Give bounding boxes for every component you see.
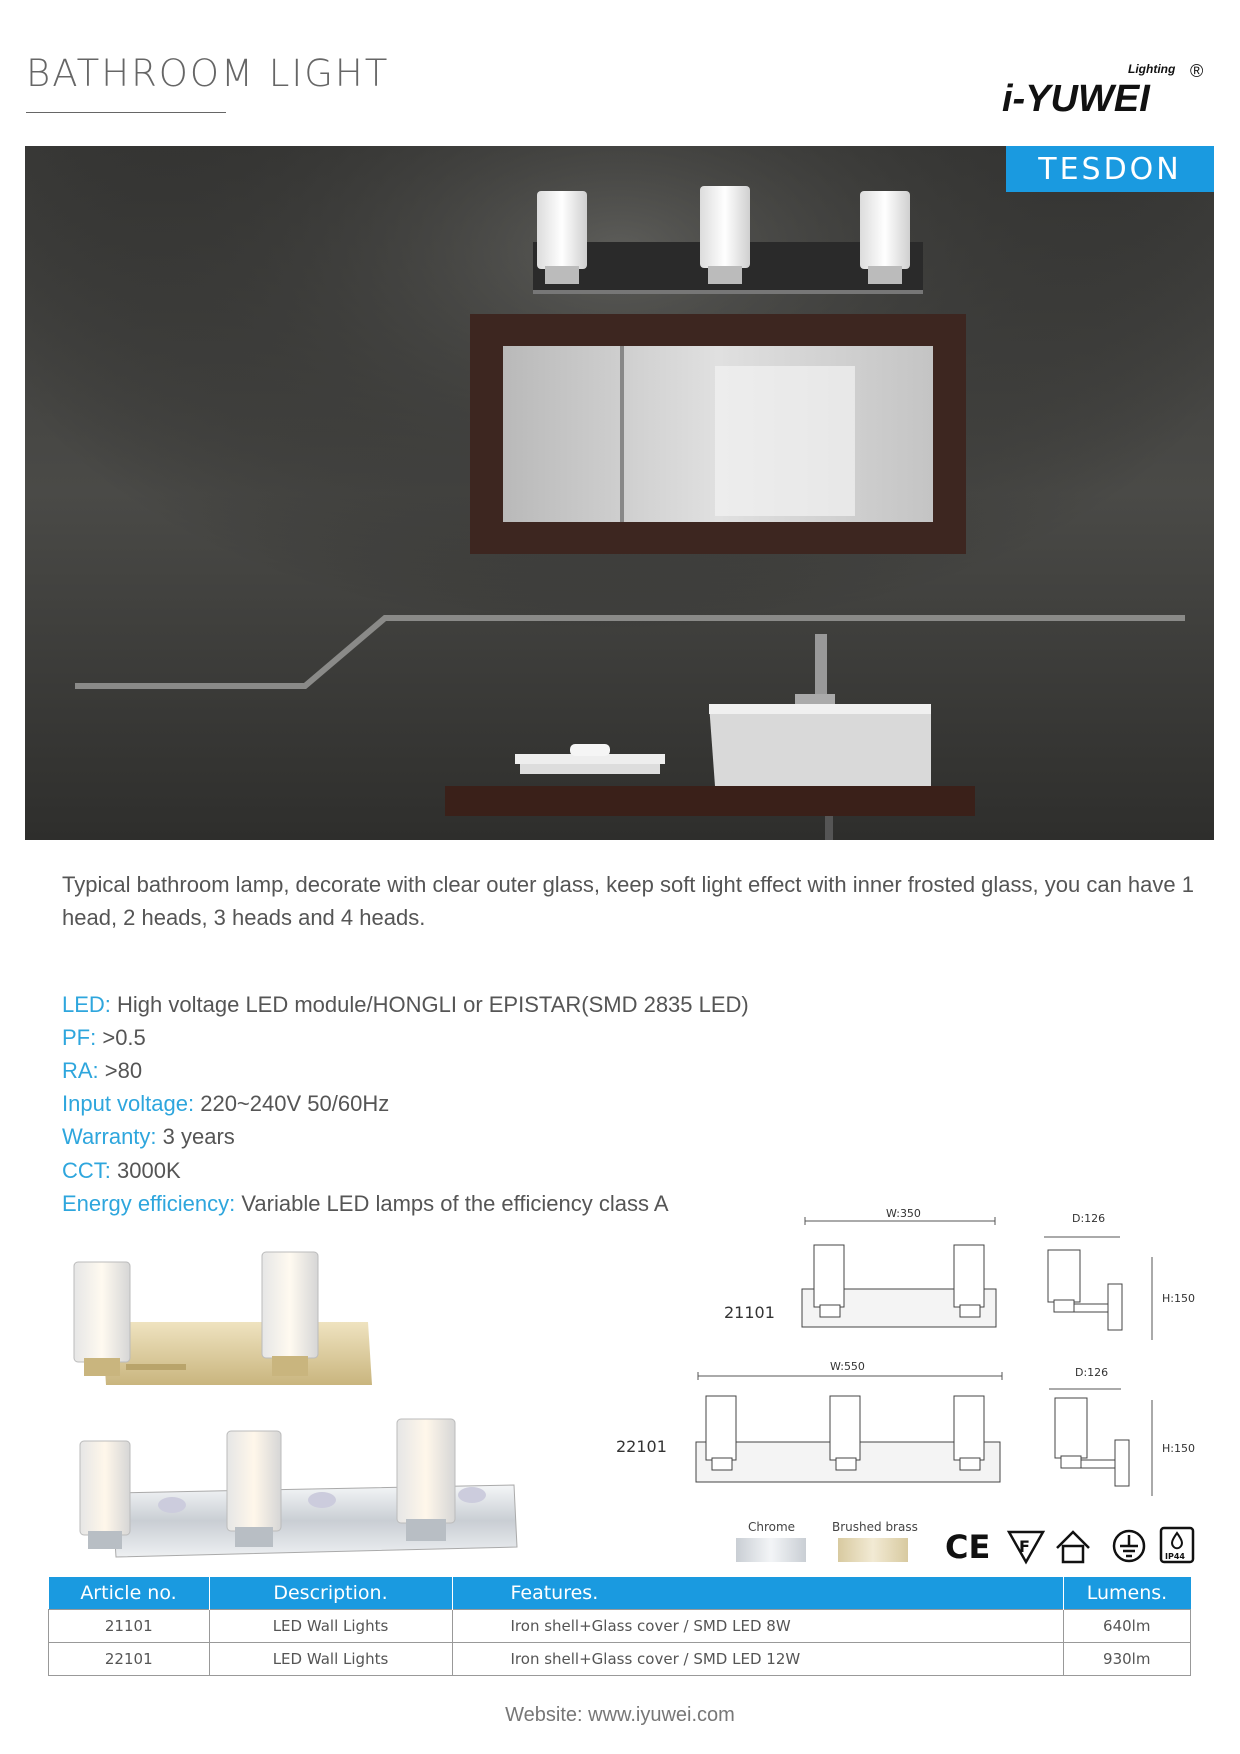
earth-ground-icon	[1114, 1531, 1144, 1561]
spec-ra	[62, 1058, 142, 1084]
spec-input-voltage	[62, 1091, 389, 1117]
brass-2-head-product-image	[60, 1240, 380, 1390]
table-header-lumens: Lumens.	[1063, 1577, 1191, 1610]
drawing-22101-front	[692, 1360, 1012, 1490]
chrome-3-head-product-image	[72, 1415, 522, 1565]
spec-value: 220~240V 50/60Hz	[194, 1091, 390, 1116]
svg-text:IP44: IP44	[1165, 1552, 1185, 1561]
table-row	[49, 1610, 1191, 1643]
svg-text:F: F	[1019, 1537, 1030, 1556]
spec-key: Input voltage:	[62, 1091, 195, 1116]
spec-value: >80	[98, 1058, 143, 1083]
spec-energy-efficiency	[62, 1191, 669, 1217]
spec-cct	[62, 1158, 181, 1184]
website-link[interactable]: Website: www.iyuwei.com	[505, 1704, 735, 1726]
hero-photo	[25, 146, 1214, 840]
cell-description: LED Wall Lights	[209, 1610, 452, 1643]
table-row	[49, 1643, 1191, 1676]
drawing-21101-width: W:350	[886, 1207, 921, 1220]
table-header-description: Description.	[209, 1577, 452, 1610]
series-badge: TESDON	[1006, 146, 1214, 192]
drawing-21101-side	[1040, 1232, 1160, 1342]
brand-logo	[1000, 55, 1210, 125]
ce-mark-icon	[945, 1528, 990, 1566]
drawing-22101-depth: D:126	[1075, 1366, 1109, 1379]
spec-key: PF:	[62, 1025, 97, 1050]
cell-lumens: 640lm	[1063, 1610, 1191, 1643]
brand-name: i-YUWEI	[1002, 78, 1150, 120]
finish-brass-label: Brushed brass	[832, 1520, 918, 1534]
cell-features: Iron shell+Glass cover / SMD LED 8W	[452, 1610, 1063, 1643]
spec-value: >0.5	[96, 1025, 146, 1050]
spec-led	[62, 992, 749, 1018]
certification-icons	[945, 1526, 1195, 1566]
finish-chrome-label: Chrome	[748, 1520, 796, 1534]
drawing-21101-code: 21101	[724, 1303, 775, 1322]
spec-value: 3000K	[110, 1158, 181, 1183]
spec-key: LED:	[62, 992, 111, 1017]
finish-chrome-swatch	[736, 1538, 806, 1562]
title-underline	[26, 112, 226, 113]
drawing-21101-front	[790, 1205, 1010, 1330]
cell-article: 22101	[49, 1643, 210, 1676]
spec-key: RA:	[62, 1058, 99, 1083]
svg-text:CE: CE	[945, 1528, 991, 1566]
f-mark-icon	[1009, 1532, 1043, 1562]
spec-value: Variable LED lamps of the efficiency class A	[235, 1191, 669, 1216]
spec-pf	[62, 1025, 146, 1051]
bathroom-scene-image	[25, 146, 1214, 840]
spec-warranty	[62, 1124, 235, 1150]
indoor-use-icon	[1057, 1532, 1089, 1562]
table-header-row	[49, 1577, 1191, 1610]
spec-key: Warranty:	[62, 1124, 157, 1149]
drawing-22101-width: W:550	[830, 1360, 865, 1373]
article-table	[48, 1577, 1191, 1676]
cell-features: Iron shell+Glass cover / SMD LED 12W	[452, 1643, 1063, 1676]
drawing-22101-code: 22101	[616, 1437, 667, 1456]
brand-registered: ®	[1190, 61, 1204, 81]
cell-lumens: 930lm	[1063, 1643, 1191, 1676]
drawing-21101-height: H:150	[1162, 1292, 1195, 1305]
spec-key: CCT:	[62, 1158, 111, 1183]
finish-brass-swatch	[838, 1538, 908, 1562]
table-header-features: Features.	[452, 1577, 1063, 1610]
spec-key: Energy efficiency:	[62, 1191, 236, 1216]
table-header-article: Article no.	[49, 1577, 210, 1610]
product-description: Typical bathroom lamp, decorate with clear outer glass, keep soft light effect with inner frosted glass, you can have 1 head, 2 heads, 3 heads and 4 heads.	[62, 872, 1194, 930]
spec-value: High voltage LED module/HONGLI or EPISTAR(SMD 2835 LED)	[110, 992, 749, 1017]
spec-value: 3 years	[156, 1124, 235, 1149]
drawing-21101-depth: D:126	[1072, 1212, 1106, 1225]
drawing-22101-side	[1045, 1384, 1165, 1499]
brand-sub: Lighting	[1128, 62, 1176, 76]
drawing-22101-height: H:150	[1162, 1442, 1195, 1455]
ip44-icon	[1161, 1528, 1193, 1562]
cell-article: 21101	[49, 1610, 210, 1643]
cell-description: LED Wall Lights	[209, 1643, 452, 1676]
page-title: BATHROOM LIGHT	[26, 52, 390, 95]
